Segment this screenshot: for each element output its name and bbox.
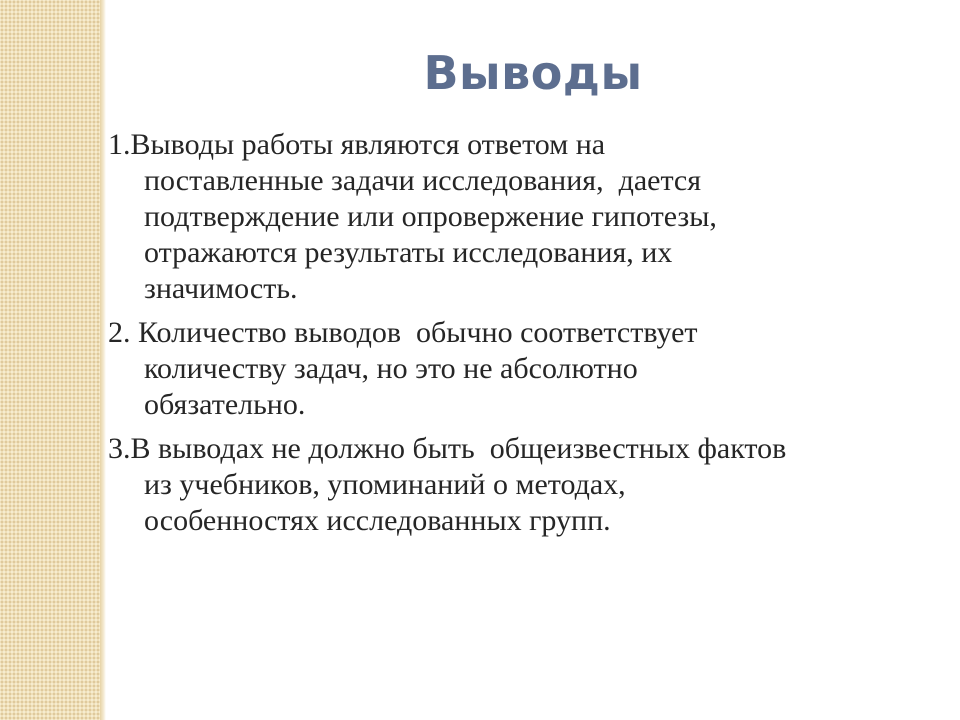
slide-title: Выводы [423,46,643,100]
slide-content [108,127,956,547]
conclusion-point-3: 3.В выводах не должно быть общеизвестных фактов из учебников, упоминаний о методах, особенностях исследованных групп. [108,432,787,537]
decorative-side-band [0,0,100,720]
conclusion-point-1: 1.Выводы работы являются ответом на поставленные задачи исследования, дается подтверждение или опровержение гипотезы, отражаются результаты исследования, их значимость. [108,128,717,305]
conclusion-point-2: 2. Количество выводов обычно соответствует количеству задач, но это не абсолютно обязательно. [108,316,698,421]
side-band-edge [100,0,106,720]
